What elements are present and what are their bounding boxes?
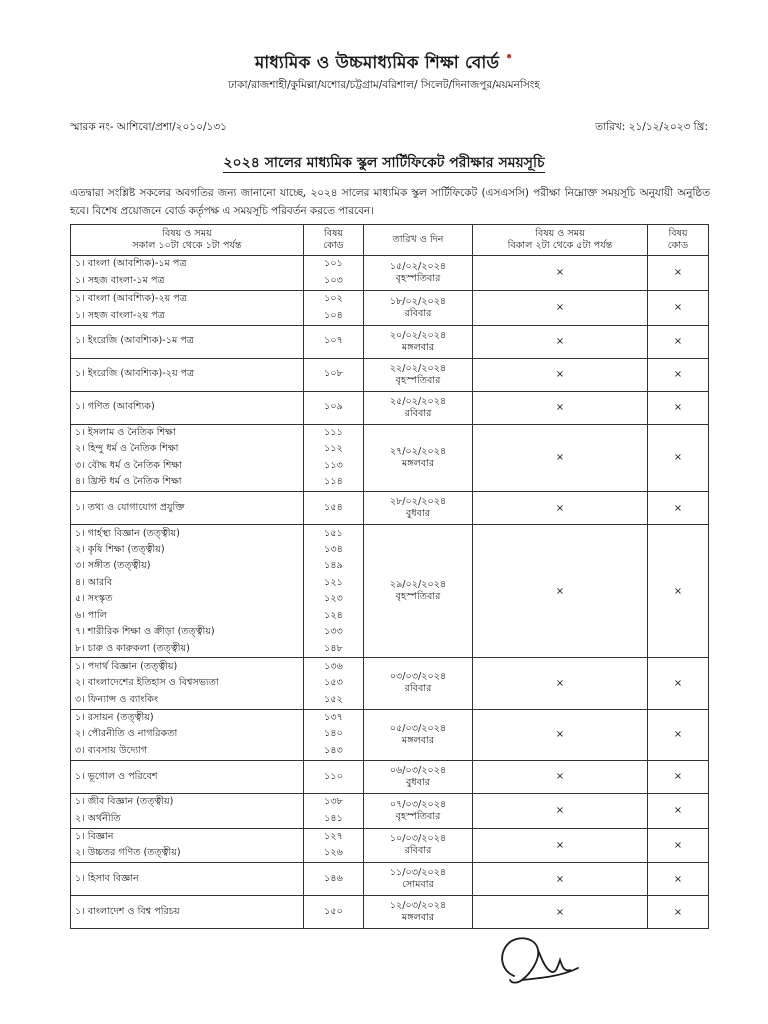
subject-cell — [71, 793, 304, 828]
code-cell — [304, 658, 364, 709]
afternoon-code-cell: × — [648, 793, 709, 828]
afternoon-code-cell: × — [648, 256, 709, 291]
subject-code: ১৪৮ — [324, 642, 343, 654]
header-afternoon-time: বিকাল ২টা থেকে ৫টা পর্যন্ত — [507, 240, 613, 251]
afternoon-cell: × — [473, 391, 648, 424]
exam-date: ২২/০২/২০২৪ — [389, 362, 447, 374]
exam-day: মঙ্গলবার — [401, 734, 435, 746]
signature-icon — [492, 930, 582, 990]
subject-cell — [71, 290, 304, 325]
subject-cell — [71, 391, 304, 424]
subject-name: ১। ইংরেজি (আবশ্যিক)-২য় পত্র — [75, 368, 195, 380]
date-day-cell — [364, 709, 473, 760]
code-cell — [304, 828, 364, 863]
subject-code: ১২৪ — [324, 609, 343, 621]
exam-day: বৃহস্পতিবার — [395, 810, 441, 822]
date-day-cell — [364, 896, 473, 929]
afternoon-code-cell: × — [648, 391, 709, 424]
subject-cell — [71, 658, 304, 709]
afternoon-cell: × — [473, 358, 648, 391]
subject-code: ১০৮ — [324, 368, 343, 380]
exam-date: ২০/০২/২০২৪ — [389, 329, 447, 341]
subject-code: ১০৪ — [324, 309, 343, 321]
exam-day: মঙ্গলবার — [401, 341, 435, 353]
exam-date: ০৭/০৩/২০২৪ — [389, 798, 447, 810]
table-header-row — [71, 225, 709, 256]
exam-date: ০৩/০৩/২০২৪ — [389, 671, 447, 683]
afternoon-code-cell: × — [648, 325, 709, 358]
code-cell — [304, 760, 364, 793]
subject-name: ১। ইসলাম ও নৈতিক শিক্ষা — [75, 427, 176, 439]
subject-code: ১০২ — [324, 293, 343, 305]
subject-code: ১১২ — [324, 443, 343, 455]
subject-cell — [71, 358, 304, 391]
exam-day: বৃহস্পতিবার — [395, 272, 441, 284]
subject-name: ২। কৃষি শিক্ষা (তত্ত্বীয়) — [75, 544, 165, 556]
subject-code: ১৫২ — [324, 693, 343, 705]
table-row — [71, 896, 709, 929]
subject-code: ১৪১ — [324, 812, 343, 824]
table-row — [71, 290, 709, 325]
table-row — [71, 709, 709, 760]
subject-cell — [71, 424, 304, 492]
subject-name: ১। বাংলা (আবশ্যিক)-১ম পত্র — [75, 258, 187, 270]
code-cell — [304, 256, 364, 291]
date-day-cell — [364, 863, 473, 896]
subject-cell — [71, 709, 304, 760]
subject-code: ১৩৭ — [324, 712, 343, 724]
afternoon-cell: × — [473, 793, 648, 828]
exam-day: রবিবার — [404, 683, 432, 695]
exam-date: ২৯/০২/২০২৪ — [389, 579, 447, 591]
code-cell — [304, 896, 364, 929]
table-row — [71, 525, 709, 658]
header-morning — [71, 225, 304, 256]
header-subject-time-2: বিষয় ও সময় — [535, 228, 585, 239]
date-day-cell — [364, 525, 473, 658]
code-cell — [304, 325, 364, 358]
subject-name: ১। সহজ বাংলা-২য় পত্র — [75, 309, 165, 321]
subject-name: ৩। ব্যবসায় উদ্যোগ — [75, 744, 148, 756]
afternoon-cell: × — [473, 863, 648, 896]
header-morning-time: সকাল ১০টা থেকে ১টা পর্যন্ত — [132, 240, 242, 251]
subject-code: ১৪৩ — [324, 744, 343, 756]
exam-date: ০৫/০৩/২০২৪ — [389, 722, 447, 734]
subject-cell — [71, 896, 304, 929]
subject-name: ৩। সঙ্গীত (তত্ত্বীয়) — [75, 560, 151, 572]
header-code-2 — [648, 225, 709, 256]
subject-cell — [71, 325, 304, 358]
subject-name: ১। বাংলাদেশ ও বিশ্ব পরিচয় — [75, 906, 180, 918]
exam-day: মঙ্গলবার — [401, 912, 435, 924]
exam-date: ২৮/০২/২০২৪ — [389, 496, 447, 508]
table-row — [71, 828, 709, 863]
exam-day: রবিবার — [404, 845, 432, 857]
subject-name: ১। বাংলা (আবশ্যিক)-২য় পত্র — [75, 293, 187, 305]
subject-cell — [71, 525, 304, 658]
date-day-cell — [364, 325, 473, 358]
date-day-cell — [364, 424, 473, 492]
date-day-cell — [364, 358, 473, 391]
afternoon-code-cell: × — [648, 896, 709, 929]
exam-date: ২৭/০২/২০২৪ — [389, 445, 447, 457]
code-cell — [304, 709, 364, 760]
subject-name: ৪। খ্রিস্ট ধর্ম ও নৈতিক শিক্ষা — [75, 476, 182, 488]
subject-name: ১। পদার্থ বিজ্ঞান (তত্ত্বীয়) — [75, 660, 178, 672]
subject-name: ১। সহজ বাংলা-১ম পত্র — [75, 274, 165, 286]
subject-name: ১। রসায়ন (তত্ত্বীয়) — [75, 712, 154, 724]
subject-name: ১। বিজ্ঞান — [75, 831, 114, 843]
header-code-label-2: কোড — [323, 240, 344, 251]
subject-cell — [71, 256, 304, 291]
subject-name: ২। অর্থনীতি — [75, 812, 121, 824]
subject-name: ১। গার্হস্থ্য বিজ্ঞান (তত্ত্বীয়) — [75, 527, 180, 539]
subject-code: ১০৭ — [324, 335, 343, 347]
date-day-cell — [364, 658, 473, 709]
table-row — [71, 492, 709, 525]
subject-name: ৩। বৌদ্ধ ধর্ম ও নৈতিক শিক্ষা — [75, 459, 182, 471]
exam-day: বৃহস্পতিবার — [395, 374, 441, 386]
afternoon-code-cell: × — [648, 760, 709, 793]
code-cell — [304, 863, 364, 896]
code-cell — [304, 290, 364, 325]
subject-code: ১১৪ — [324, 476, 343, 488]
exam-day: সোমবার — [402, 879, 434, 891]
exam-schedule-table — [70, 224, 709, 929]
afternoon-code-cell: × — [648, 290, 709, 325]
subject-name: ১। ইংরেজি (আবশ্যিক)-১ম পত্র — [75, 335, 194, 347]
subject-cell — [71, 828, 304, 863]
afternoon-cell: × — [473, 290, 648, 325]
star-mark-icon: • — [505, 50, 514, 64]
afternoon-cell: × — [473, 325, 648, 358]
exam-day: রবিবার — [404, 407, 432, 419]
intro-paragraph: এতদ্বারা সংশ্লিষ্ট সকলের অবগতির জন্য জানানো যাচ্ছে, ২০২৪ সালের মাধ্যমিক স্কুল সার্টিফিকেট (এসএসসি) পরীক্ষা নিম্নোক্ত সময়সূচি অনুযায়ী অনুষ্ঠিত হবে। বিশেষ প্রয়োজনে বোর্ড কর্তৃপক্ষ এ সময়সূচি পরিবর্তন করতে পারবেন। — [70, 187, 710, 217]
subject-name: ২। হিন্দু ধর্ম ও নৈতিক শিক্ষা — [75, 443, 179, 455]
afternoon-code-cell: × — [648, 358, 709, 391]
subject-code: ১৪০ — [324, 728, 343, 740]
table-row — [71, 658, 709, 709]
subject-name: ১। তথ্য ও যোগাযোগ প্রযুক্তি — [75, 501, 185, 513]
afternoon-cell: × — [473, 256, 648, 291]
exam-day: বৃহস্পতিবার — [395, 591, 441, 603]
table-row — [71, 863, 709, 896]
subject-code: ১০৩ — [324, 274, 343, 286]
issue-date: তারিখ: ২১/১২/২০২৩ খ্রি: — [595, 121, 708, 133]
code-cell — [304, 424, 364, 492]
table-row — [71, 793, 709, 828]
date-day-cell — [364, 492, 473, 525]
subject-cell — [71, 760, 304, 793]
subject-code: ১৩৪ — [324, 544, 343, 556]
subject-name: ১। গণিত (আবশ্যিক) — [75, 401, 155, 413]
afternoon-cell: × — [473, 709, 648, 760]
code-cell — [304, 492, 364, 525]
afternoon-code-cell: × — [648, 828, 709, 863]
afternoon-cell: × — [473, 828, 648, 863]
memo-number: স্মারক নং- আশিবো/প্রশা/২০১০/১৩১ — [70, 121, 227, 133]
subject-code: ১১৩ — [324, 459, 343, 471]
subject-name: ২। বাংলাদেশের ইতিহাস ও বিশ্বসভ্যতা — [75, 677, 219, 689]
afternoon-code-cell: × — [648, 863, 709, 896]
date-day-cell — [364, 828, 473, 863]
code-cell — [304, 525, 364, 658]
subject-code: ১৫৩ — [324, 677, 343, 689]
afternoon-code-cell: × — [648, 492, 709, 525]
exam-date: ১৮/০২/২০২৪ — [389, 295, 447, 307]
subject-code: ১৩৮ — [324, 796, 343, 808]
afternoon-cell: × — [473, 525, 648, 658]
exam-date: ২৫/০২/২০২৪ — [389, 395, 447, 407]
header-date-day: তারিখ ও দিন — [364, 225, 473, 256]
subject-code: ১৫৪ — [324, 501, 343, 513]
subject-code: ১০৯ — [324, 401, 343, 413]
subject-name: ৩। ফিন্যান্স ও ব্যাংকিং — [75, 693, 159, 705]
table-body — [71, 256, 709, 929]
subject-code: ১৩৬ — [324, 660, 343, 672]
subject-name: ২। পৌরনীতি ও নাগরিকতা — [75, 728, 178, 740]
schedule-title — [0, 151, 768, 175]
exam-day: বুধবার — [405, 776, 431, 788]
subject-code: ১২৭ — [324, 831, 343, 843]
date-day-cell — [364, 256, 473, 291]
afternoon-code-cell: × — [648, 709, 709, 760]
table-row — [71, 358, 709, 391]
subject-code: ১১০ — [324, 770, 343, 782]
subject-name: ৬। পালি — [75, 609, 107, 621]
exam-date: ১২/০৩/২০২৪ — [389, 900, 447, 912]
afternoon-cell: × — [473, 492, 648, 525]
exam-date: ১৫/০২/২০২৪ — [389, 260, 447, 272]
subject-code: ১৫১ — [324, 527, 343, 539]
subject-code: ১০১ — [324, 258, 343, 270]
header-code2-label: বিষয় — [668, 228, 688, 239]
board-title-text: মাধ্যমিক ও উচ্চমাধ্যমিক শিক্ষা বোর্ড — [254, 53, 500, 73]
header-code-label: বিষয় — [323, 228, 344, 239]
subject-name: ৫। সংস্কৃত — [75, 593, 113, 605]
exam-date: ১১/০৩/২০২৪ — [389, 867, 447, 879]
subject-code: ১৩৩ — [324, 626, 343, 638]
date-day-cell — [364, 391, 473, 424]
subject-name: ১। হিসাব বিজ্ঞান — [75, 873, 139, 885]
subject-name: ১। ভূগোল ও পরিবেশ — [75, 770, 158, 782]
code-cell — [304, 793, 364, 828]
afternoon-cell: × — [473, 658, 648, 709]
subject-code: ১২৬ — [324, 847, 343, 859]
board-title — [0, 50, 768, 78]
subject-name: ২। উচ্চতর গণিত (তত্ত্বীয়) — [75, 847, 181, 859]
table-row — [71, 424, 709, 492]
header-code2-label-2: কোড — [667, 240, 689, 251]
afternoon-cell: × — [473, 760, 648, 793]
code-cell — [304, 391, 364, 424]
table-row — [71, 391, 709, 424]
boards-list: ঢাকা/রাজশাহী/কুমিল্লা/যশোর/চট্টগ্রাম/বরিশাল/ সিলেট/দিনাজপুর/ময়মনসিংহ — [228, 79, 540, 91]
table-row — [71, 760, 709, 793]
date-day-cell — [364, 760, 473, 793]
subject-name: ৭। শারীরিক শিক্ষা ও ক্রীড়া (তত্ত্বীয়) — [75, 626, 215, 638]
subject-code: ১৫০ — [324, 906, 343, 918]
schedule-title-text: ২০২৪ সালের মাধ্যমিক স্কুল সার্টিফিকেট পরীক্ষার সময়সূচি — [223, 155, 545, 171]
exam-date: ১০/০৩/২০২৪ — [389, 833, 447, 845]
date-day-cell — [364, 290, 473, 325]
afternoon-code-cell: × — [648, 525, 709, 658]
subject-code: ১১১ — [324, 427, 343, 439]
exam-day: মঙ্গলবার — [401, 457, 435, 469]
header-code — [304, 225, 364, 256]
subject-code: ১২৩ — [324, 593, 343, 605]
subject-name: ৪। আরবি — [75, 576, 113, 588]
afternoon-cell: × — [473, 896, 648, 929]
exam-date: ০৬/০৩/২০২৪ — [389, 764, 447, 776]
subject-name: ৮। চারু ও কারুকলা (তত্ত্বীয়) — [75, 642, 190, 654]
afternoon-code-cell: × — [648, 658, 709, 709]
subject-cell — [71, 863, 304, 896]
afternoon-code-cell: × — [648, 424, 709, 492]
subject-code: ১৪৬ — [324, 873, 343, 885]
date-day-cell — [364, 793, 473, 828]
exam-day: রবিবার — [404, 307, 432, 319]
header-afternoon — [473, 225, 648, 256]
exam-day: বুধবার — [405, 508, 431, 520]
subject-code: ১২১ — [324, 576, 343, 588]
subject-cell — [71, 492, 304, 525]
header-subject-time: বিষয় ও সময় — [162, 228, 212, 239]
code-cell — [304, 358, 364, 391]
table-row — [71, 256, 709, 291]
subject-code: ১৪৯ — [324, 560, 343, 572]
subject-name: ১। জীব বিজ্ঞান (তত্ত্বীয়) — [75, 796, 174, 808]
afternoon-cell: × — [473, 424, 648, 492]
table-row — [71, 325, 709, 358]
